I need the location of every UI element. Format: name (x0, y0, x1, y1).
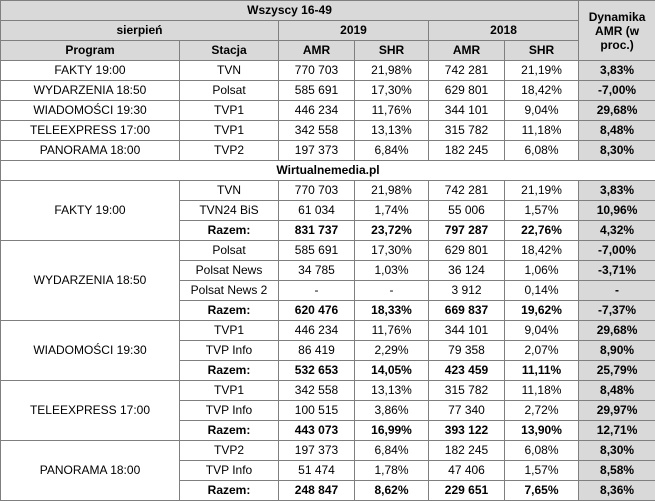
amr-2019-cell: 100 515 (279, 401, 355, 421)
shr-2019-cell: 21,98% (355, 181, 429, 201)
table-row (1, 81, 655, 101)
shr-2019-cell: 6,84% (355, 141, 429, 161)
total-label: Razem: (180, 421, 279, 441)
station-cell: TVP Info (180, 461, 279, 481)
amr-2019-cell: 620 476 (279, 301, 355, 321)
dynamics-cell: 8,36% (579, 481, 655, 501)
amr-2018-cell: 669 837 (429, 301, 505, 321)
amr-2018-cell: 344 101 (429, 321, 505, 341)
total-label: Razem: (180, 361, 279, 381)
shr-2018-cell: 11,18% (505, 381, 579, 401)
amr-2019-cell: 197 373 (279, 441, 355, 461)
dynamics-cell: - (579, 281, 655, 301)
shr-2018-cell: 9,04% (505, 101, 579, 121)
amr-2019-cell: 34 785 (279, 261, 355, 281)
station-column-header: Stacja (180, 41, 279, 61)
program-column-header: Program (1, 41, 180, 61)
shr-2019-cell: 2,29% (355, 341, 429, 361)
amr-2018-cell: 629 801 (429, 241, 505, 261)
amr-2018-cell: 47 406 (429, 461, 505, 481)
program-cell: TELEEXPRESS 17:00 (1, 121, 180, 141)
amr-2019-cell: 86 419 (279, 341, 355, 361)
shr-2019-cell: 1,74% (355, 201, 429, 221)
shr-2018-cell: 21,19% (505, 61, 579, 81)
shr-2018-cell: 18,42% (505, 81, 579, 101)
amr-2018-cell: 344 101 (429, 101, 505, 121)
shr-2018-cell: 2,07% (505, 341, 579, 361)
dynamics-cell: 29,68% (579, 101, 655, 121)
station-cell: TVP2 (180, 141, 279, 161)
dynamics-cell: 10,96% (579, 201, 655, 221)
amr-2019-cell: 248 847 (279, 481, 355, 501)
amr-2019-cell: 443 073 (279, 421, 355, 441)
shr-2019-cell: 13,13% (355, 381, 429, 401)
separator-row (1, 161, 655, 181)
amr-2019-cell: 585 691 (279, 241, 355, 261)
shr-2019-cell: - (355, 281, 429, 301)
amr-2018-cell: 742 281 (429, 61, 505, 81)
amr-2018-cell: 55 006 (429, 201, 505, 221)
shr-2019-cell: 11,76% (355, 321, 429, 341)
shr-2019-cell: 3,86% (355, 401, 429, 421)
table-row (1, 121, 655, 141)
shr-2019-cell: 23,72% (355, 221, 429, 241)
amr-2019-cell: 770 703 (279, 61, 355, 81)
shr-2018-cell: 11,18% (505, 121, 579, 141)
dynamics-cell: 8,30% (579, 141, 655, 161)
amr-2019-cell: - (279, 281, 355, 301)
source-label: Wirtualnemedia.pl (1, 161, 655, 181)
year-2018-header: 2018 (429, 21, 579, 41)
shr-2018-cell: 0,14% (505, 281, 579, 301)
dynamics-cell: 12,71% (579, 421, 655, 441)
group-program-cell: WYDARZENIA 18:50 (1, 241, 180, 321)
dynamics-cell: 8,48% (579, 121, 655, 141)
amr-2019-cell: 831 737 (279, 221, 355, 241)
total-label: Razem: (180, 221, 279, 241)
month-header: sierpień (1, 21, 279, 41)
amr-2018-cell: 315 782 (429, 121, 505, 141)
table-row (1, 441, 655, 461)
station-cell: TVP2 (180, 441, 279, 461)
table-row (1, 381, 655, 401)
amr-2018-cell: 393 122 (429, 421, 505, 441)
shr-2019-cell: 8,62% (355, 481, 429, 501)
dynamics-cell: 29,68% (579, 321, 655, 341)
shr-2019-cell: 16,99% (355, 421, 429, 441)
shr-2018-cell: 2,72% (505, 401, 579, 421)
group-program-cell: FAKTY 19:00 (1, 181, 180, 241)
amr-2018-cell: 742 281 (429, 181, 505, 201)
station-cell: Polsat News (180, 261, 279, 281)
program-cell: PANORAMA 18:00 (1, 141, 180, 161)
table-row (1, 241, 655, 261)
station-cell: Polsat (180, 81, 279, 101)
table-row (1, 101, 655, 121)
total-label: Razem: (180, 301, 279, 321)
shr-2018-cell: 22,76% (505, 221, 579, 241)
group-program-cell: TELEEXPRESS 17:00 (1, 381, 180, 441)
dynamics-cell: 3,83% (579, 61, 655, 81)
amr-2019-cell: 585 691 (279, 81, 355, 101)
shr-2018-cell: 13,90% (505, 421, 579, 441)
amr-2018-cell: 182 245 (429, 141, 505, 161)
dynamics-cell: 4,32% (579, 221, 655, 241)
amr-2019-cell: 197 373 (279, 141, 355, 161)
shr-2019-cell: 6,84% (355, 441, 429, 461)
station-cell: TVP Info (180, 341, 279, 361)
shr-2019-cell: 14,05% (355, 361, 429, 381)
amr-2019-cell: 446 234 (279, 321, 355, 341)
shr-2019-cell: 11,76% (355, 101, 429, 121)
amr-2018-cell: 229 651 (429, 481, 505, 501)
amr-2018-cell: 182 245 (429, 441, 505, 461)
program-cell: WYDARZENIA 18:50 (1, 81, 180, 101)
dynamics-cell: -7,00% (579, 81, 655, 101)
shr-2019-cell: 17,30% (355, 81, 429, 101)
program-cell: FAKTY 19:00 (1, 61, 180, 81)
table-row (1, 141, 655, 161)
shr-2019-cell: 18,33% (355, 301, 429, 321)
amr-2018-cell: 423 459 (429, 361, 505, 381)
amr-2019-column-header: AMR (279, 41, 355, 61)
shr-2018-cell: 18,42% (505, 241, 579, 261)
station-cell: TVP1 (180, 381, 279, 401)
shr-2019-cell: 13,13% (355, 121, 429, 141)
station-cell: TVN24 BiS (180, 201, 279, 221)
shr-2018-cell: 9,04% (505, 321, 579, 341)
amr-2018-cell: 77 340 (429, 401, 505, 421)
station-cell: Polsat News 2 (180, 281, 279, 301)
dynamics-cell: -7,37% (579, 301, 655, 321)
station-cell: TVP1 (180, 321, 279, 341)
shr-2019-cell: 1,78% (355, 461, 429, 481)
shr-2019-column-header: SHR (355, 41, 429, 61)
shr-2018-cell: 1,57% (505, 461, 579, 481)
dynamics-cell: 25,79% (579, 361, 655, 381)
amr-2018-cell: 3 912 (429, 281, 505, 301)
shr-2018-cell: 7,65% (505, 481, 579, 501)
amr-2019-cell: 51 474 (279, 461, 355, 481)
shr-2018-cell: 6,08% (505, 141, 579, 161)
amr-2019-cell: 61 034 (279, 201, 355, 221)
amr-2018-cell: 36 124 (429, 261, 505, 281)
dynamics-cell: 3,83% (579, 181, 655, 201)
year-2019-header: 2019 (279, 21, 429, 41)
table-row (1, 181, 655, 201)
shr-2018-cell: 1,57% (505, 201, 579, 221)
shr-2019-cell: 21,98% (355, 61, 429, 81)
table-row (1, 61, 655, 81)
dynamics-cell: 8,30% (579, 441, 655, 461)
shr-2018-cell: 11,11% (505, 361, 579, 381)
station-cell: TVP1 (180, 101, 279, 121)
shr-2019-cell: 1,03% (355, 261, 429, 281)
table-row (1, 321, 655, 341)
shr-2018-cell: 21,19% (505, 181, 579, 201)
program-cell: WIADOMOŚCI 19:30 (1, 101, 180, 121)
amr-2018-cell: 629 801 (429, 81, 505, 101)
station-cell: TVN (180, 181, 279, 201)
dynamics-cell: -3,71% (579, 261, 655, 281)
station-cell: Polsat (180, 241, 279, 261)
shr-2019-cell: 17,30% (355, 241, 429, 261)
shr-2018-cell: 6,08% (505, 441, 579, 461)
dynamics-header: Dynamika AMR (w proc.) (579, 1, 655, 61)
group-program-cell: PANORAMA 18:00 (1, 441, 180, 501)
total-label: Razem: (180, 481, 279, 501)
amr-2019-cell: 770 703 (279, 181, 355, 201)
amr-2018-cell: 315 782 (429, 381, 505, 401)
dynamics-cell: -7,00% (579, 241, 655, 261)
shr-2018-column-header: SHR (505, 41, 579, 61)
amr-2018-cell: 79 358 (429, 341, 505, 361)
group-program-cell: WIADOMOŚCI 19:30 (1, 321, 180, 381)
dynamics-cell: 29,97% (579, 401, 655, 421)
amr-2019-cell: 532 653 (279, 361, 355, 381)
table-title: Wszyscy 16-49 (1, 1, 579, 21)
shr-2018-cell: 19,62% (505, 301, 579, 321)
amr-2019-cell: 446 234 (279, 101, 355, 121)
station-cell: TVP1 (180, 121, 279, 141)
dynamics-cell: 8,90% (579, 341, 655, 361)
amr-2018-cell: 797 287 (429, 221, 505, 241)
shr-2018-cell: 1,06% (505, 261, 579, 281)
amr-2018-column-header: AMR (429, 41, 505, 61)
dynamics-cell: 8,58% (579, 461, 655, 481)
station-cell: TVN (180, 61, 279, 81)
amr-2019-cell: 342 558 (279, 381, 355, 401)
station-cell: TVP Info (180, 401, 279, 421)
amr-2019-cell: 342 558 (279, 121, 355, 141)
dynamics-cell: 8,48% (579, 381, 655, 401)
